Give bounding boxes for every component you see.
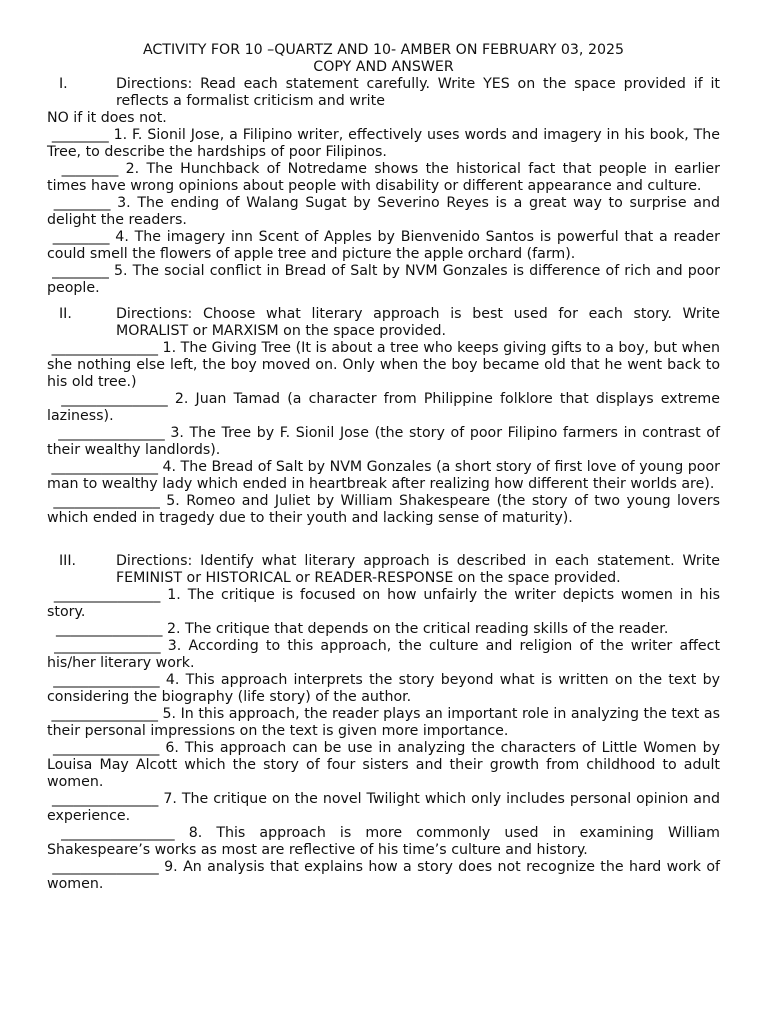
worksheet-title: ACTIVITY FOR 10 –QUARTZ AND 10- AMBER ON FEBRUARY 03, 2025 <box>142 42 625 58</box>
question-item <box>47 706 720 740</box>
answer-blank: _______________ <box>47 859 159 875</box>
question-text: 3. According to this approach, the culture and religion of the writer affect his/her literary work. <box>47 638 721 671</box>
question-text: 1. The critique is focused on how unfairly the writer depicts women in his story. <box>47 587 720 620</box>
question-text: 4. The imagery inn Scent of Apples by Bienvenido Santos is powerful that a reader could smell the flowers of apple tree and picture the apple orchard (farm). <box>47 229 720 262</box>
answer-blank: _______________ <box>47 391 168 407</box>
question-text: 1. The Giving Tree (It is about a tree who keeps giving gifts to a boy, but when she nothing else left, the boy moved on. Only when the boy became old that he went back to his old tree.) <box>47 340 720 390</box>
question-text: 5. The social conflict in Bread of Salt by NVM Gonzales is difference of rich and poor people. <box>47 263 720 296</box>
section-2-numeral: II. <box>59 306 72 322</box>
section-1-numeral: I. <box>59 76 68 92</box>
question-text: 3. The Tree by F. Sionil Jose (the story of poor Filipino farmers in contrast of their wealthy landlords). <box>47 425 720 458</box>
question-item <box>47 791 720 825</box>
answer-blank: _______________ <box>47 425 165 441</box>
question-text: 7. The critique on the novel Twilight which only includes personal opinion and experience. <box>47 791 720 824</box>
question-text: 4. This approach interprets the story beyond what is written on the text by considering the biography (life story) of the author. <box>47 672 720 705</box>
answer-blank: _______________ <box>47 621 163 637</box>
answer-blank: ________ <box>47 161 119 177</box>
question-text: 5. Romeo and Juliet by William Shakespeare (the story of two young lovers which ended in tragedy due to their youth and lacking sense of maturity). <box>47 493 720 526</box>
question-text: 5. In this approach, the reader plays an important role in analyzing the text as their personal impressions on the text is given more importance. <box>47 706 720 739</box>
section-1-directions-continued: NO if it does not. <box>47 110 167 126</box>
question-item <box>47 825 720 859</box>
question-text: 3. The ending of Walang Sugat by Severino Reyes is a great way to surprise and delight the readers. <box>47 195 720 228</box>
section-3-directions: Directions: Identify what literary approach is described in each statement. Write FEMINIST or HISTORICAL or READER-RESPONSE on the space provided. <box>116 553 720 586</box>
question-item <box>47 638 720 672</box>
question-item <box>47 229 720 263</box>
question-text: 6. This approach can be use in analyzing the characters of Little Women by Louisa May Alcott which the story of four sisters and their growth from childhood to adult women. <box>47 740 720 790</box>
answer-blank: _______________ <box>47 638 161 654</box>
answer-blank: ________ <box>47 229 110 245</box>
answer-blank: ________ <box>47 127 109 143</box>
answer-blank: ________ <box>47 263 109 279</box>
question-item <box>47 459 720 493</box>
question-item <box>47 425 720 459</box>
answer-blank: _______________ <box>47 493 160 509</box>
section-2-items <box>47 340 720 527</box>
answer-blank: _______________ <box>47 459 158 475</box>
question-item <box>47 161 720 195</box>
answer-blank: ________ <box>47 195 111 211</box>
question-item <box>47 195 720 229</box>
section-1-heading <box>47 76 720 110</box>
answer-blank: _______________ <box>47 706 158 722</box>
section-2-directions: Directions: Choose what literary approach is best used for each story. Write MORALIST or MARXISM on the space provided. <box>116 306 720 339</box>
section-2-heading <box>47 306 720 340</box>
section-3-heading <box>47 553 720 587</box>
question-item <box>47 740 720 791</box>
question-item <box>47 859 720 893</box>
section-1-directions: Directions: Read each statement carefully. Write YES on the space provided if it reflects a formalist criticism and write <box>116 76 720 109</box>
question-item <box>47 263 720 297</box>
question-item <box>47 127 720 161</box>
question-item <box>47 621 720 638</box>
answer-blank: _______________ <box>47 672 160 688</box>
question-item <box>47 391 720 425</box>
question-text: 2. The critique that depends on the critical reading skills of the reader. <box>162 621 669 637</box>
answer-blank: ________________ <box>47 825 175 841</box>
question-text: 2. The Hunchback of Notredame shows the historical fact that people in earlier times have wrong opinions about people with disability or different appearance and culture. <box>47 161 720 194</box>
question-item <box>47 493 720 527</box>
section-3-items <box>47 587 720 893</box>
question-text: 1. F. Sionil Jose, a Filipino writer, effectively uses words and imagery in his book, The Tree, to describe the hardships of poor Filipinos. <box>47 127 720 160</box>
question-item <box>47 340 720 391</box>
answer-blank: _______________ <box>47 791 159 807</box>
question-text: 9. An analysis that explains how a story does not recognize the hard work of women. <box>47 859 720 892</box>
question-item <box>47 587 720 621</box>
answer-blank: _______________ <box>47 587 161 603</box>
question-item <box>47 672 720 706</box>
section-3-numeral: III. <box>59 553 77 569</box>
answer-blank: _______________ <box>47 340 158 356</box>
section-1-items <box>47 127 720 297</box>
answer-blank: _______________ <box>47 740 160 756</box>
question-text: 4. The Bread of Salt by NVM Gonzales (a short story of first love of young poor man to wealthy lady which ended in heartbreak after realizing how different their worlds are). <box>47 459 720 492</box>
question-text: 8. This approach is more commonly used in examining William Shakespeare’s works as most are reflective of his time’s culture and history. <box>47 825 721 858</box>
question-text: 2. Juan Tamad (a character from Philippine folklore that displays extreme laziness). <box>47 391 720 424</box>
worksheet-subtitle: COPY AND ANSWER <box>313 59 454 75</box>
